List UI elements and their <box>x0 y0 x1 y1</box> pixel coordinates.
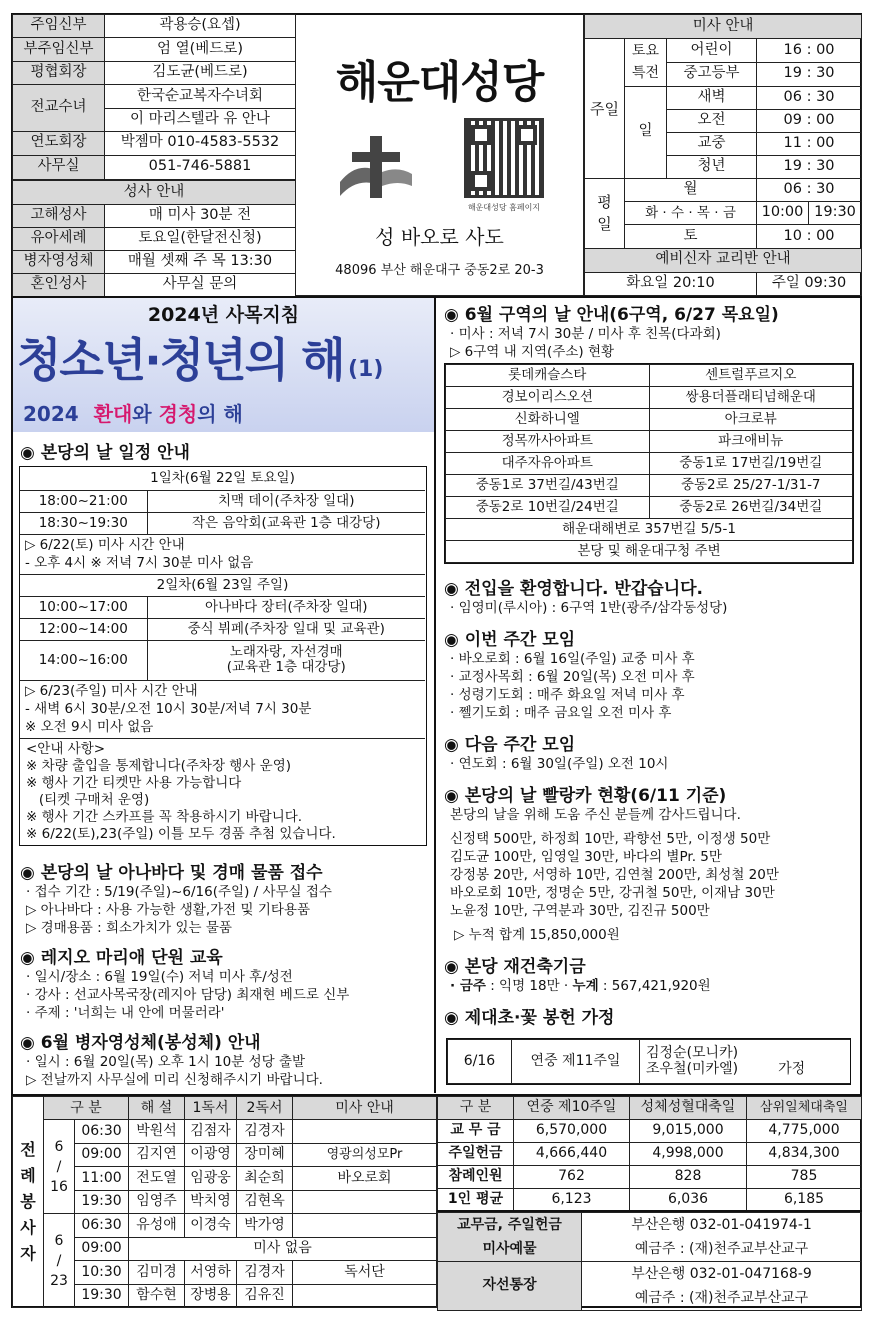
text-cell: ▷ 아나바다 : 사용 가능한 생활,가전 및 기타용품 <box>26 902 310 918</box>
mass-il-label: 일 <box>625 86 667 179</box>
text-cell: : 익명 18만 · <box>485 978 573 994</box>
text-cell: · 일시/장소 : 6월 19일(수) 저녁 미사 후/성전 <box>26 969 293 985</box>
text-cell: 조우철(미카엘) <box>646 1060 739 1077</box>
text-cell: 6 <box>54 1232 64 1249</box>
text-cell: 1독서 <box>185 1097 237 1120</box>
text-cell: 부산은행 032-01-041974-1 <box>631 1217 812 1233</box>
section-title: ◉ 다음 주간 모임 <box>444 735 576 755</box>
catechumen-time: 주일 09:30 <box>757 272 862 295</box>
text-cell: 6,036 <box>630 1189 747 1212</box>
sacrament-info: 매월 셋째 주 목 13:30 <box>105 251 296 274</box>
staff-role: 평협회장 <box>13 61 105 84</box>
sacrament-title: 성사 안내 <box>13 181 296 205</box>
text-cell: 파크애비뉴 <box>649 431 853 453</box>
section-title: ◉ 본당의 날 아나바다 및 경매 물품 접수 <box>20 863 323 883</box>
mass-name: 오전 <box>667 109 757 132</box>
catechumen-title: 예비신자 교리반 안내 <box>585 248 862 272</box>
bank-info <box>582 1262 862 1311</box>
church-header <box>296 14 584 296</box>
text-cell: 교 무 금 <box>438 1120 514 1143</box>
text-cell: 김정순(모니카) <box>646 1045 739 1062</box>
text-cell: 독서단 <box>293 1261 437 1284</box>
text-cell: 례 <box>20 1166 36 1185</box>
mass-sunday-label <box>585 39 625 179</box>
text-cell <box>293 1190 437 1213</box>
text-cell: <안내 사항> <box>26 741 106 757</box>
sacrament-info: 사무실 문의 <box>105 274 296 297</box>
text-cell: 예금주 : (재)천주교부산교구 <box>634 1290 809 1306</box>
text-cell: 19:30 <box>75 1284 129 1308</box>
text-cell: ※ 오전 9시 미사 없음 <box>25 719 154 735</box>
staff-name: 한국순교복자수녀회 <box>105 85 296 108</box>
banner-top: 2024년 사목지침 <box>147 304 300 326</box>
section-title: ◉ 6월 병자영성체(봉성체) 안내 <box>20 1033 261 1053</box>
event-name: 아나바다 장터(주차장 일대) <box>147 596 425 618</box>
event-name: 중식 뷔페(주차장 일대 및 교육관) <box>147 618 425 640</box>
text-cell: 11:00 <box>75 1167 129 1190</box>
text-cell: 노윤정 10만, 구역분과 30만, 김진규 500만 <box>450 903 710 919</box>
banner-word: 와 <box>132 402 159 426</box>
text-cell: 누계 <box>572 978 599 994</box>
text-cell: 중동1로 37번길/43번길 <box>446 475 650 497</box>
text-cell: 정목까사아파트 <box>446 431 650 453</box>
section-title: ◉ 제대초·꽃 봉헌 가정 <box>444 1008 615 1028</box>
text-cell: 김경자 <box>237 1120 293 1143</box>
text-cell: - 새벽 6시 30분/오전 10시 30분/저녁 7시 30분 <box>25 701 312 717</box>
mass-weekday-label <box>585 179 625 248</box>
staff-name: 김도균(베드로) <box>105 61 296 84</box>
mass-name: 중고등부 <box>667 63 757 86</box>
banner-word: 경청 <box>158 402 198 426</box>
event-time: 18:00~21:00 <box>20 490 147 512</box>
patron-saint: 성 바오로 사도 <box>375 225 504 249</box>
text-cell: 06:30 <box>75 1120 129 1143</box>
mass-time: 19 : 30 <box>757 63 862 86</box>
text-cell: 노래자랑, 자선경매 <box>229 644 343 661</box>
staff-name: 이 마리스텔라 유 안나 <box>105 108 296 131</box>
text-cell: 10:30 <box>75 1261 129 1284</box>
text-cell: 6,185 <box>747 1189 862 1212</box>
text-cell: 삼위일체대축일 <box>747 1097 862 1120</box>
section-title: ◉ 이번 주간 모임 <box>444 630 576 650</box>
text-cell: 교무금, 주일헌금 <box>457 1217 562 1233</box>
mass-time: 19:30 <box>809 202 862 225</box>
text-cell: ※ 행사 기간 스카프를 꼭 착용하시기 바랍니다. <box>26 809 303 825</box>
text-cell: ▷ 6/22(토) 미사 시간 안내 <box>25 537 185 553</box>
event-name: 작은 음악회(교육관 1층 대강당) <box>147 512 425 534</box>
text-cell: 미사 안내 <box>293 1097 437 1120</box>
text-cell: 4,666,440 <box>514 1143 630 1166</box>
staff-role: 전교수녀 <box>13 85 105 132</box>
text-cell: 김미경 <box>129 1261 185 1284</box>
sacrament-table <box>12 180 296 296</box>
staff-name: 051-746-5881 <box>105 155 296 179</box>
section-title: ◉ 본당의 날 빨랑카 현황(6/11 기준) <box>444 786 727 806</box>
text-cell: 자 <box>20 1244 36 1263</box>
mass-time: 16 : 00 <box>757 39 862 63</box>
text-cell: · 미사 : 저녁 7시 30분 / 미사 후 친목(다과회) <box>450 326 721 342</box>
text-cell: 서영하 <box>185 1261 237 1284</box>
banner-word: 의 해 <box>197 402 243 426</box>
text-cell: 성체성혈대축일 <box>630 1097 747 1120</box>
text-cell: 762 <box>514 1166 630 1189</box>
mass-time: 06 : 30 <box>757 179 862 202</box>
text-cell: 중동2로 26번길/34번길 <box>649 497 853 519</box>
event-time: 18:30~19:30 <box>20 512 147 534</box>
text-cell: ▷ 6/23(주일) 미사 시간 안내 <box>25 683 198 699</box>
text-cell: · 쩰기도회 : 매주 금요일 오전 미사 후 <box>450 705 672 721</box>
text-cell: ※ 차량 출입을 통제합니다(주차장 행사 운영) <box>26 758 291 774</box>
text-cell: 장미혜 <box>237 1143 293 1166</box>
text-cell: 연중 제11주일 <box>512 1040 640 1084</box>
schedule-box <box>19 466 427 846</box>
day2-title: 2일차(6월 23일 주일) <box>20 574 425 596</box>
sacrament-info: 토요일(한달전신청) <box>105 228 296 251</box>
text-cell: 최순희 <box>237 1167 293 1190</box>
text-cell: 16 <box>50 1178 68 1195</box>
mass-name: 토 <box>625 225 757 248</box>
text-cell: 봉 <box>20 1192 36 1211</box>
text-cell: 센트럴푸르지오 <box>649 365 853 387</box>
day2-note <box>20 680 425 738</box>
mass-title: 미사 안내 <box>585 15 862 39</box>
text-cell: 해운대해변로 357번길 5/5-1 <box>446 519 853 541</box>
text-cell: 09:00 <box>75 1237 129 1260</box>
text-cell: 부산은행 032-01-047168-9 <box>631 1266 812 1282</box>
text-cell: 경보이리스오션 <box>446 387 650 409</box>
text-cell: (티켓 구매처 운영) <box>26 792 150 808</box>
text-cell: 구 분 <box>44 1097 129 1120</box>
date-label <box>44 1214 75 1308</box>
text-cell: 신화하니엘 <box>446 409 650 431</box>
text-cell: 영광의성모Pr <box>293 1143 437 1166</box>
text-cell: 전 <box>20 1140 36 1159</box>
staff-name: 박젬마 010-4583-5532 <box>105 132 296 155</box>
bank-table <box>437 1210 862 1308</box>
text-cell: 김도균 100만, 임영일 30만, 바다의 별Pr. 5만 <box>450 849 722 865</box>
text-cell: 대주자유아파트 <box>446 453 650 475</box>
text-cell: · 성령기도회 : 매주 화요일 저녁 미사 후 <box>450 687 685 703</box>
mass-table <box>584 14 861 296</box>
text-cell: 김현옥 <box>237 1190 293 1213</box>
schedule-title: ◉ 본당의 날 일정 안내 <box>20 443 190 463</box>
church-address: 48096 부산 해운대구 중동2로 20-3 <box>335 263 544 278</box>
mass-name: 어린이 <box>667 39 757 63</box>
text-cell: 미사 없음 <box>129 1237 437 1260</box>
text-cell: ▷ 6구역 내 지역(주소) 현황 <box>450 344 615 360</box>
fund-line <box>444 977 856 995</box>
day1-title: 1일차(6월 22일 토요일) <box>20 467 425 490</box>
text-cell: 박치영 <box>185 1190 237 1213</box>
server-side-label <box>13 1097 44 1308</box>
staff-role: 연도회장 <box>13 132 105 155</box>
text-cell: 함수현 <box>129 1284 185 1308</box>
text-cell: ▷ 전날까지 사무실에 미리 신청해주시기 바랍니다. <box>26 1072 323 1088</box>
right-sections <box>444 300 856 1028</box>
staff-name: 엄 열(베드로) <box>105 38 296 61</box>
text-cell: 4,775,000 <box>747 1120 862 1143</box>
text-cell: 평일 <box>597 193 612 234</box>
text-cell: / <box>56 1252 62 1269</box>
staff-name: 곽용승(요셉) <box>105 15 296 38</box>
text-cell: 주일헌금 <box>438 1143 514 1166</box>
text-cell <box>293 1284 437 1308</box>
mass-time: 11 : 00 <box>757 132 862 155</box>
text-cell: : 567,421,920원 <box>598 978 711 994</box>
event-time: 14:00~16:00 <box>20 640 147 680</box>
text-cell: 23 <box>50 1272 68 1289</box>
event-name <box>147 640 425 680</box>
section-title: ◉ 레지오 마리애 단원 교육 <box>20 948 223 968</box>
text-cell: 장병용 <box>185 1284 237 1308</box>
text-cell: · 바오로회 : 6월 16일(주일) 교중 미사 후 <box>450 651 695 667</box>
sacrament-role: 병자영성체 <box>13 251 105 274</box>
bank-label: 자선통장 <box>438 1262 582 1311</box>
text-cell: 바오로회 <box>293 1167 437 1190</box>
pastoral-banner <box>13 298 434 432</box>
finance-table <box>437 1094 862 1210</box>
church-name: 해운대성당 <box>335 57 544 108</box>
text-cell: 본당 및 해운대구청 주변 <box>446 541 853 563</box>
text-cell: 김경자 <box>237 1261 293 1284</box>
text-cell: 828 <box>630 1166 747 1189</box>
text-cell: 중동2로 10번길/24번길 <box>446 497 650 519</box>
text-cell: 유성애 <box>129 1214 185 1237</box>
text-cell: 아크로뷰 <box>649 409 853 431</box>
text-cell: ※ 행사 기간 티켓만 사용 가능합니다 <box>26 775 242 791</box>
church-logo <box>336 122 416 210</box>
mass-time: 09 : 00 <box>757 109 862 132</box>
text-cell <box>293 1120 437 1143</box>
bank-info <box>582 1213 862 1262</box>
text-cell: 미사예물 <box>482 1241 537 1257</box>
text-cell: 구 분 <box>438 1097 514 1120</box>
mass-name: 화 · 수 · 목 · 금 <box>625 202 757 225</box>
text-cell: 6,570,000 <box>514 1120 630 1143</box>
text-cell: 사 <box>20 1218 36 1237</box>
mass-time: 10:00 <box>757 202 809 225</box>
text-cell: 6/16 <box>448 1040 512 1084</box>
text-cell: 임광웅 <box>185 1167 237 1190</box>
sacrament-role: 혼인성사 <box>13 274 105 297</box>
text-cell: 롯데캐슬스타 <box>446 365 650 387</box>
banner-word: 환대 <box>93 402 133 426</box>
left-sections <box>20 858 432 1089</box>
text-cell: ※ 6/22(토),23(주일) 이틀 모두 경품 추첨 있습니다. <box>26 826 336 842</box>
staff-role: 부주임신부 <box>13 38 105 61</box>
mass-name: 월 <box>625 179 757 202</box>
event-name: 치맥 데이(주차장 일대) <box>147 490 425 512</box>
text-cell: / <box>56 1158 62 1175</box>
event-time: 12:00~14:00 <box>20 618 147 640</box>
mass-name: 새벽 <box>667 86 757 109</box>
text-cell: 쌍용더플래티넘해운대 <box>649 387 853 409</box>
catechumen-time: 화요일 20:10 <box>585 272 757 295</box>
staff-table <box>12 14 296 180</box>
text-cell: 1인 평균 <box>438 1189 514 1212</box>
section-title: ◉ 전입을 환영합니다. 반갑습니다. <box>444 579 703 599</box>
staff-role: 사무실 <box>13 155 105 179</box>
banner-number: (1) <box>348 357 384 382</box>
text-cell: 전도열 <box>129 1167 185 1190</box>
text-cell: 09:00 <box>75 1143 129 1166</box>
text-cell: 9,015,000 <box>630 1120 747 1143</box>
text-cell: · 접수 기간 : 5/19(주일)~6/16(주일) / 사무실 접수 <box>26 884 332 900</box>
text-cell: 바오로회 10만, 정명순 5만, 강귀철 50만, 이재남 30만 <box>450 885 775 901</box>
text-cell: ▷ 누적 합계 15,850,000원 <box>454 927 620 943</box>
text-cell: (교육관 1층 대강당) <box>226 659 346 675</box>
text-cell: · 금주 <box>450 978 486 994</box>
text-cell: 주일 <box>590 99 619 118</box>
mass-name: 청년 <box>667 155 757 178</box>
text-cell: 중동2로 25/27-1/31-7 <box>649 475 853 497</box>
text-cell: 해 설 <box>129 1097 185 1120</box>
text-cell: 연중 제10주일 <box>514 1097 630 1120</box>
text-cell: 2독서 <box>237 1097 293 1120</box>
text-cell: 785 <box>747 1166 862 1189</box>
text-cell: 이광영 <box>185 1143 237 1166</box>
mass-sat-label: 토요특전 <box>625 39 667 86</box>
text-cell: · 주제 : '너희는 내 안에 머물러라' <box>26 1005 225 1021</box>
text-cell: 신정택 500만, 하정희 10만, 곽향선 5만, 이정생 50만 <box>450 831 771 847</box>
text-cell: 4,998,000 <box>630 1143 747 1166</box>
text-cell: 06:30 <box>75 1214 129 1237</box>
text-cell: 박원석 <box>129 1120 185 1143</box>
banner-main: 청소년·청년의 해 <box>17 333 344 387</box>
text-cell: 19:30 <box>75 1190 129 1213</box>
text-cell: 임영주 <box>129 1190 185 1213</box>
mass-time: 06 : 30 <box>757 86 862 109</box>
text-cell: · 강사 : 선교사목국장(레지아 담당) 최재현 베드로 신부 <box>26 987 350 1003</box>
banner-year: 2024 <box>23 402 79 426</box>
server-table <box>12 1094 437 1308</box>
qr-code <box>464 118 544 198</box>
text-cell: 4,834,300 <box>747 1143 862 1166</box>
section-title: ◉ 6월 구역의 날 안내(6구역, 6/27 목요일) <box>444 305 779 325</box>
text-cell: 김유진 <box>237 1284 293 1308</box>
text-cell: 강정봉 20만, 서영하 10만, 김연철 200만, 최성철 20만 <box>450 867 779 883</box>
sacrament-role: 고해성사 <box>13 205 105 228</box>
staff-role: 주임신부 <box>13 15 105 38</box>
text-cell: 중동1로 17번길/19번길 <box>649 453 853 475</box>
altar-flower-table <box>446 1038 851 1085</box>
text-cell: 6 <box>54 1138 64 1155</box>
text-cell: 가정 <box>778 1060 806 1077</box>
text-cell: 이경숙 <box>185 1214 237 1237</box>
text-cell: 김점자 <box>185 1120 237 1143</box>
mass-time: 19 : 30 <box>757 155 862 178</box>
text-cell: 김지연 <box>129 1143 185 1166</box>
text-cell: 6,123 <box>514 1189 630 1212</box>
text-cell: - 오후 4시 ※ 저녁 7시 30분 미사 없음 <box>25 555 254 571</box>
text-cell: · 일시 : 6월 20일(목) 오후 1시 10분 성당 출발 <box>26 1054 306 1070</box>
qr-caption: 해운대성당 홈페이지 <box>467 203 541 212</box>
column-divider <box>434 296 436 1093</box>
day1-note <box>20 534 425 574</box>
text-cell: 박가영 <box>237 1214 293 1237</box>
bank-label <box>438 1213 582 1262</box>
text-cell <box>293 1214 437 1237</box>
text-cell: · 교정사목회 : 6월 20일(목) 오전 미사 후 <box>450 669 695 685</box>
mass-time: 10 : 00 <box>757 225 862 248</box>
event-time: 10:00~17:00 <box>20 596 147 618</box>
area-table <box>444 363 854 564</box>
text-cell: 예금주 : (재)천주교부산교구 <box>634 1241 809 1257</box>
mass-name: 교중 <box>667 132 757 155</box>
text-cell: 참례인원 <box>438 1166 514 1189</box>
date-label <box>44 1120 75 1214</box>
text-cell: · 연도회 : 6월 30일(주일) 오전 10시 <box>450 756 669 772</box>
section-title: ◉ 본당 재건축기금 <box>444 957 586 977</box>
sacrament-info: 매 미사 30분 전 <box>105 205 296 228</box>
notice-box <box>24 741 422 843</box>
text-cell: · 임영미(루시아) : 6구역 1반(광주/삼각동성당) <box>450 600 728 616</box>
text-cell: ▷ 경매용품 : 희소가치가 있는 물품 <box>26 920 232 936</box>
sacrament-role: 유아세례 <box>13 228 105 251</box>
text-cell: 본당의 날을 위해 도움 주신 분들께 감사드립니다. <box>450 807 741 823</box>
